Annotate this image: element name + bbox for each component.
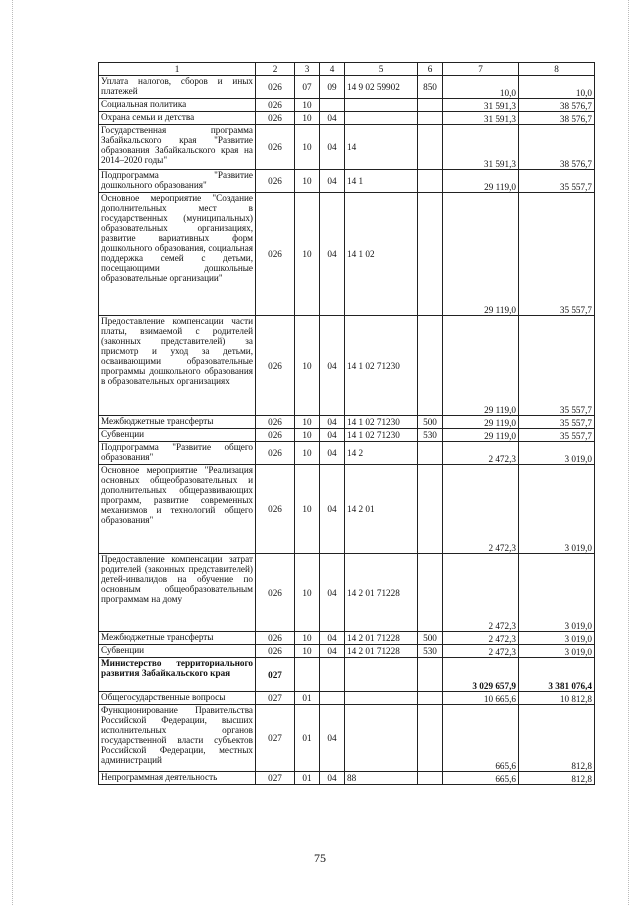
cell-subsection: 04	[320, 632, 345, 645]
cell-amount-year2: 3 019,0	[519, 632, 595, 645]
table-row	[99, 76, 595, 99]
cell-section: 10	[295, 112, 320, 125]
cell-section: 01	[295, 692, 320, 705]
row-label: Подпрограмма "Развитие дошкольного образования"	[99, 170, 256, 193]
header-cell: 7	[443, 63, 519, 76]
cell-section: 10	[295, 465, 320, 554]
cell-target-article	[345, 112, 418, 125]
cell-amount-year1: 29 119,0	[443, 416, 519, 429]
cell-section	[295, 658, 320, 692]
cell-amount-year1: 3 029 657,9	[443, 658, 519, 692]
table-row	[99, 99, 595, 112]
cell-subsection: 04	[320, 125, 345, 170]
cell-amount-year2: 38 576,7	[519, 125, 595, 170]
cell-grbs: 026	[256, 465, 295, 554]
cell-amount-year2: 35 557,7	[519, 316, 595, 416]
row-label: Субвенции	[99, 645, 256, 658]
cell-target-article: 14 2 01	[345, 465, 418, 554]
cell-target-article: 14 9 02 59902	[345, 76, 418, 99]
cell-amount-year2: 35 557,7	[519, 170, 595, 193]
cell-amount-year1: 31 591,3	[443, 112, 519, 125]
cell-section: 01	[295, 772, 320, 785]
cell-subsection: 04	[320, 316, 345, 416]
row-label: Межбюджетные трансферты	[99, 416, 256, 429]
cell-grbs: 026	[256, 76, 295, 99]
table-row	[99, 632, 595, 645]
row-label: Основное мероприятие "Реализация основных общеобразовательных и дополнительных общеразвивающих программ, развитие современных механизмов и технологий общего образования"	[99, 465, 256, 554]
cell-amount-year2: 3 019,0	[519, 465, 595, 554]
cell-subsection: 04	[320, 465, 345, 554]
table-row	[99, 125, 595, 170]
cell-target-article: 14 2	[345, 442, 418, 465]
cell-grbs: 026	[256, 112, 295, 125]
header-cell: 5	[345, 63, 418, 76]
cell-grbs: 026	[256, 416, 295, 429]
cell-grbs: 027	[256, 705, 295, 772]
row-label: Общегосударственные вопросы	[99, 692, 256, 705]
table-row	[99, 465, 595, 554]
cell-subsection: 04	[320, 645, 345, 658]
cell-grbs: 027	[256, 772, 295, 785]
cell-grbs: 026	[256, 429, 295, 442]
cell-subsection: 04	[320, 416, 345, 429]
table-row	[99, 416, 595, 429]
table-row	[99, 429, 595, 442]
cell-amount-year2: 3 019,0	[519, 645, 595, 658]
cell-section: 10	[295, 316, 320, 416]
cell-expense-type	[418, 193, 443, 316]
header-cell: 1	[99, 63, 256, 76]
cell-subsection: 04	[320, 554, 345, 632]
table-row	[99, 442, 595, 465]
cell-expense-type: 500	[418, 632, 443, 645]
cell-target-article: 14 1 02 71230	[345, 316, 418, 416]
cell-grbs: 026	[256, 99, 295, 112]
cell-expense-type: 530	[418, 429, 443, 442]
cell-expense-type	[418, 112, 443, 125]
row-label: Подпрограмма "Развитие общего образования"	[99, 442, 256, 465]
cell-expense-type	[418, 705, 443, 772]
cell-amount-year1: 31 591,3	[443, 125, 519, 170]
cell-amount-year1: 29 119,0	[443, 170, 519, 193]
cell-amount-year2: 35 557,7	[519, 193, 595, 316]
cell-section: 10	[295, 99, 320, 112]
table-row	[99, 170, 595, 193]
cell-subsection: 04	[320, 772, 345, 785]
cell-amount-year1: 665,6	[443, 772, 519, 785]
cell-amount-year1: 2 472,3	[443, 554, 519, 632]
cell-subsection: 09	[320, 76, 345, 99]
cell-subsection: 04	[320, 193, 345, 316]
cell-amount-year2: 3 019,0	[519, 554, 595, 632]
row-label: Межбюджетные трансферты	[99, 632, 256, 645]
cell-expense-type: 530	[418, 645, 443, 658]
header-cell: 4	[320, 63, 345, 76]
cell-subsection	[320, 99, 345, 112]
scan-edge-right	[628, 0, 629, 905]
cell-amount-year2: 3 381 076,4	[519, 658, 595, 692]
cell-expense-type	[418, 99, 443, 112]
cell-amount-year1: 31 591,3	[443, 99, 519, 112]
cell-grbs: 026	[256, 193, 295, 316]
cell-expense-type	[418, 316, 443, 416]
cell-target-article	[345, 692, 418, 705]
cell-subsection: 04	[320, 442, 345, 465]
cell-target-article: 14 1	[345, 170, 418, 193]
cell-section: 10	[295, 645, 320, 658]
cell-section: 10	[295, 554, 320, 632]
table-row	[99, 658, 595, 692]
row-label: Социальная политика	[99, 99, 256, 112]
cell-amount-year1: 2 472,3	[443, 632, 519, 645]
cell-target-article: 88	[345, 772, 418, 785]
cell-grbs: 026	[256, 442, 295, 465]
cell-expense-type	[418, 170, 443, 193]
cell-subsection	[320, 692, 345, 705]
table-row	[99, 554, 595, 632]
row-label: Основное мероприятие "Создание дополнительных мест в государственных (муниципальных) образовательных организациях, развитие вариативных форм дошкольного образования, социальная поддержка семей с детьми, посещающими дошкольные образовательные организации"	[99, 193, 256, 316]
cell-target-article: 14 1 02 71230	[345, 416, 418, 429]
cell-grbs: 027	[256, 658, 295, 692]
cell-amount-year2: 35 557,7	[519, 416, 595, 429]
cell-amount-year1: 29 119,0	[443, 193, 519, 316]
cell-amount-year2: 35 557,7	[519, 429, 595, 442]
cell-grbs: 026	[256, 645, 295, 658]
budget-table	[98, 62, 595, 785]
cell-amount-year1: 665,6	[443, 705, 519, 772]
cell-target-article: 14 1 02 71230	[345, 429, 418, 442]
cell-amount-year2: 3 019,0	[519, 442, 595, 465]
cell-target-article: 14 1 02	[345, 193, 418, 316]
cell-section: 07	[295, 76, 320, 99]
cell-subsection: 04	[320, 170, 345, 193]
cell-amount-year1: 29 119,0	[443, 429, 519, 442]
header-cell: 8	[519, 63, 595, 76]
cell-expense-type	[418, 554, 443, 632]
cell-section: 01	[295, 705, 320, 772]
cell-subsection	[320, 658, 345, 692]
cell-expense-type	[418, 772, 443, 785]
cell-expense-type	[418, 442, 443, 465]
cell-amount-year1: 2 472,3	[443, 465, 519, 554]
cell-expense-type: 500	[418, 416, 443, 429]
cell-amount-year1: 2 472,3	[443, 645, 519, 658]
cell-expense-type	[418, 692, 443, 705]
cell-section: 10	[295, 170, 320, 193]
cell-expense-type	[418, 125, 443, 170]
cell-amount-year2: 812,8	[519, 772, 595, 785]
header-row	[99, 63, 595, 76]
cell-section: 10	[295, 416, 320, 429]
cell-amount-year2: 10,0	[519, 76, 595, 99]
row-label: Уплата налогов, сборов и иных платежей	[99, 76, 256, 99]
cell-amount-year1: 2 472,3	[443, 442, 519, 465]
cell-amount-year1: 10,0	[443, 76, 519, 99]
cell-expense-type	[418, 658, 443, 692]
row-label: Предоставление компенсации части платы, взимаемой с родителей (законных представителей) за присмотр и уход за детьми, осваивающими образовательные программы дошкольного образования в образовательных организациях	[99, 316, 256, 416]
row-label: Субвенции	[99, 429, 256, 442]
table-body	[99, 63, 595, 785]
row-label: Министерство территориального развития Забайкальского края	[99, 658, 256, 692]
scan-edge-left	[12, 0, 13, 905]
cell-target-article	[345, 705, 418, 772]
cell-amount-year2: 10 812,8	[519, 692, 595, 705]
cell-amount-year1: 10 665,6	[443, 692, 519, 705]
table-row	[99, 645, 595, 658]
cell-section: 10	[295, 632, 320, 645]
cell-grbs: 026	[256, 632, 295, 645]
cell-grbs: 026	[256, 125, 295, 170]
cell-target-article: 14 2 01 71228	[345, 645, 418, 658]
cell-expense-type	[418, 465, 443, 554]
table-row	[99, 112, 595, 125]
cell-expense-type: 850	[418, 76, 443, 99]
cell-target-article: 14 2 01 71228	[345, 632, 418, 645]
table-row	[99, 316, 595, 416]
cell-amount-year2: 812,8	[519, 705, 595, 772]
page-number: 75	[314, 851, 326, 865]
cell-target-article	[345, 99, 418, 112]
row-label: Предоставление компенсации затрат родителей (законных представителей) детей-инвалидов на обучение по основным общеобразовательным программам на дому	[99, 554, 256, 632]
header-cell: 2	[256, 63, 295, 76]
cell-subsection: 04	[320, 429, 345, 442]
row-label: Охрана семьи и детства	[99, 112, 256, 125]
header-cell: 3	[295, 63, 320, 76]
table-row	[99, 193, 595, 316]
table-row	[99, 705, 595, 772]
cell-amount-year2: 38 576,7	[519, 99, 595, 112]
cell-grbs: 026	[256, 170, 295, 193]
cell-subsection: 04	[320, 112, 345, 125]
header-cell: 6	[418, 63, 443, 76]
table-row	[99, 772, 595, 785]
cell-section: 10	[295, 429, 320, 442]
cell-grbs: 026	[256, 316, 295, 416]
row-label: Функционирование Правительства Российской Федерации, высших исполнительных органов государственной власти субъектов Российской Федерации, местных администраций	[99, 705, 256, 772]
cell-amount-year2: 38 576,7	[519, 112, 595, 125]
row-label: Непрограммная деятельность	[99, 772, 256, 785]
cell-section: 10	[295, 125, 320, 170]
row-label: Государственная программа Забайкальского края "Развитие образования Забайкальского края на 2014–2020 годы"	[99, 125, 256, 170]
cell-target-article	[345, 658, 418, 692]
cell-grbs: 026	[256, 554, 295, 632]
cell-grbs: 027	[256, 692, 295, 705]
table-row	[99, 692, 595, 705]
cell-subsection: 04	[320, 705, 345, 772]
cell-target-article: 14	[345, 125, 418, 170]
cell-target-article: 14 2 01 71228	[345, 554, 418, 632]
cell-section: 10	[295, 442, 320, 465]
cell-section: 10	[295, 193, 320, 316]
cell-amount-year1: 29 119,0	[443, 316, 519, 416]
